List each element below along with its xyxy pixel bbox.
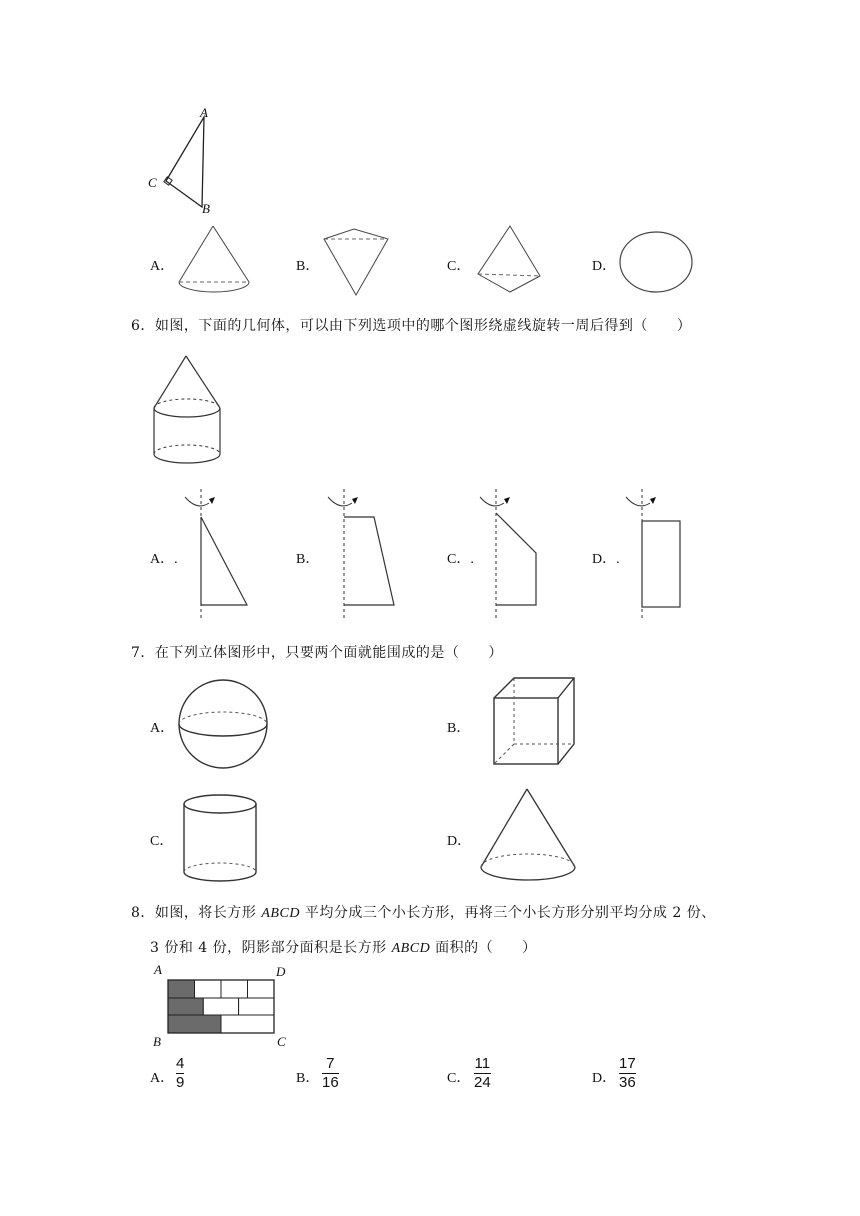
- q5-option-a-cone[interactable]: [175, 222, 255, 300]
- vertex-label-c: C: [148, 175, 157, 190]
- right-triangle-figure: [140, 105, 220, 215]
- q8-option-c-label[interactable]: C．: [447, 1071, 471, 1086]
- q6-option-c-label[interactable]: C．.: [447, 552, 474, 567]
- q6-cone-on-cylinder-figure: [150, 352, 230, 467]
- q6-option-b-trapezoid[interactable]: [318, 487, 403, 622]
- q7-option-c-label[interactable]: C．: [150, 834, 174, 849]
- q8-option-d-label[interactable]: D．: [592, 1071, 617, 1086]
- vertex-label-b: B: [202, 201, 210, 216]
- q7-stem: 在下列立体图形中，只要两个面就能围成的是（ ）: [154, 645, 503, 661]
- q8-option-d-fraction[interactable]: [619, 1056, 636, 1091]
- q6-option-c-pentagon[interactable]: [470, 487, 555, 622]
- corner-label-c: C: [277, 1034, 286, 1049]
- numerator: 11: [474, 1055, 491, 1072]
- corner-label-d: D: [276, 964, 286, 979]
- q7-question-text: [131, 642, 503, 662]
- q5-option-b-double-cone[interactable]: [320, 225, 395, 300]
- q5-option-d-ellipse[interactable]: [618, 230, 698, 295]
- q7-option-c-cylinder[interactable]: [180, 792, 270, 887]
- q7-option-a-label[interactable]: A．: [150, 721, 175, 736]
- vertex-label-a: A: [200, 105, 208, 120]
- numerator: 7: [326, 1055, 335, 1072]
- q8-question-line-1: [131, 902, 716, 922]
- q8-number: 8．: [131, 905, 155, 921]
- q8-option-b-label[interactable]: B．: [296, 1071, 320, 1086]
- numerator: 17: [619, 1055, 636, 1072]
- q7-option-d-label[interactable]: D．: [447, 834, 472, 849]
- q7-option-b-label[interactable]: B．: [447, 721, 471, 736]
- q5-option-b-label[interactable]: B．: [296, 259, 320, 274]
- q7-number: 7．: [131, 645, 155, 661]
- q6-question-text: [131, 315, 691, 335]
- q7-option-a-sphere[interactable]: [175, 678, 275, 773]
- q8-option-b-fraction[interactable]: [322, 1056, 339, 1091]
- q6-option-d-label[interactable]: D．.: [592, 552, 620, 567]
- q8-option-a-fraction[interactable]: [176, 1056, 184, 1091]
- q5-option-d-label[interactable]: D．: [592, 259, 617, 274]
- denominator: 9: [176, 1074, 185, 1091]
- q8-option-a-label[interactable]: A．: [150, 1071, 175, 1086]
- q8-abcd-2: ABCD: [391, 941, 431, 956]
- q8-stem-part-2: 平均分成三个小长方形，再将三个小长方形分别平均分成 2 份、: [299, 905, 716, 921]
- q8-option-c-fraction[interactable]: [474, 1056, 491, 1091]
- q6-option-b-label[interactable]: B．: [296, 552, 320, 567]
- q7-option-b-cube[interactable]: [488, 674, 583, 774]
- q8-question-line-2: [150, 937, 537, 957]
- q5-option-c-double-cone[interactable]: [472, 222, 547, 300]
- q6-number: 6．: [131, 318, 155, 334]
- corner-label-a: A: [154, 962, 162, 977]
- denominator: 36: [619, 1074, 636, 1091]
- q8-abcd-1: ABCD: [261, 906, 300, 921]
- denominator: 24: [474, 1074, 491, 1091]
- q6-option-a-label[interactable]: A．.: [150, 552, 178, 567]
- q7-option-d-cone[interactable]: [475, 785, 585, 890]
- q8-stem-part-4: 面积的（ ）: [430, 940, 537, 956]
- q8-stem-part-3: 3 份和 4 份，阴影部分面积是长方形: [150, 940, 392, 956]
- numerator: 4: [176, 1055, 185, 1072]
- q6-stem: 如图，下面的几何体，可以由下列选项中的哪个图形绕虚线旋转一周后得到（ ）: [154, 318, 692, 334]
- q6-option-d-rectangle[interactable]: [616, 487, 696, 622]
- q8-stem-part-1: 如图，将长方形: [154, 905, 262, 921]
- q8-divided-rectangle-figure: [150, 962, 295, 1052]
- q5-option-a-label[interactable]: A．: [150, 259, 175, 274]
- corner-label-b: B: [153, 1034, 161, 1049]
- q6-option-a-triangle[interactable]: [175, 487, 255, 622]
- denominator: 16: [322, 1074, 339, 1091]
- q5-option-c-label[interactable]: C．: [447, 259, 471, 274]
